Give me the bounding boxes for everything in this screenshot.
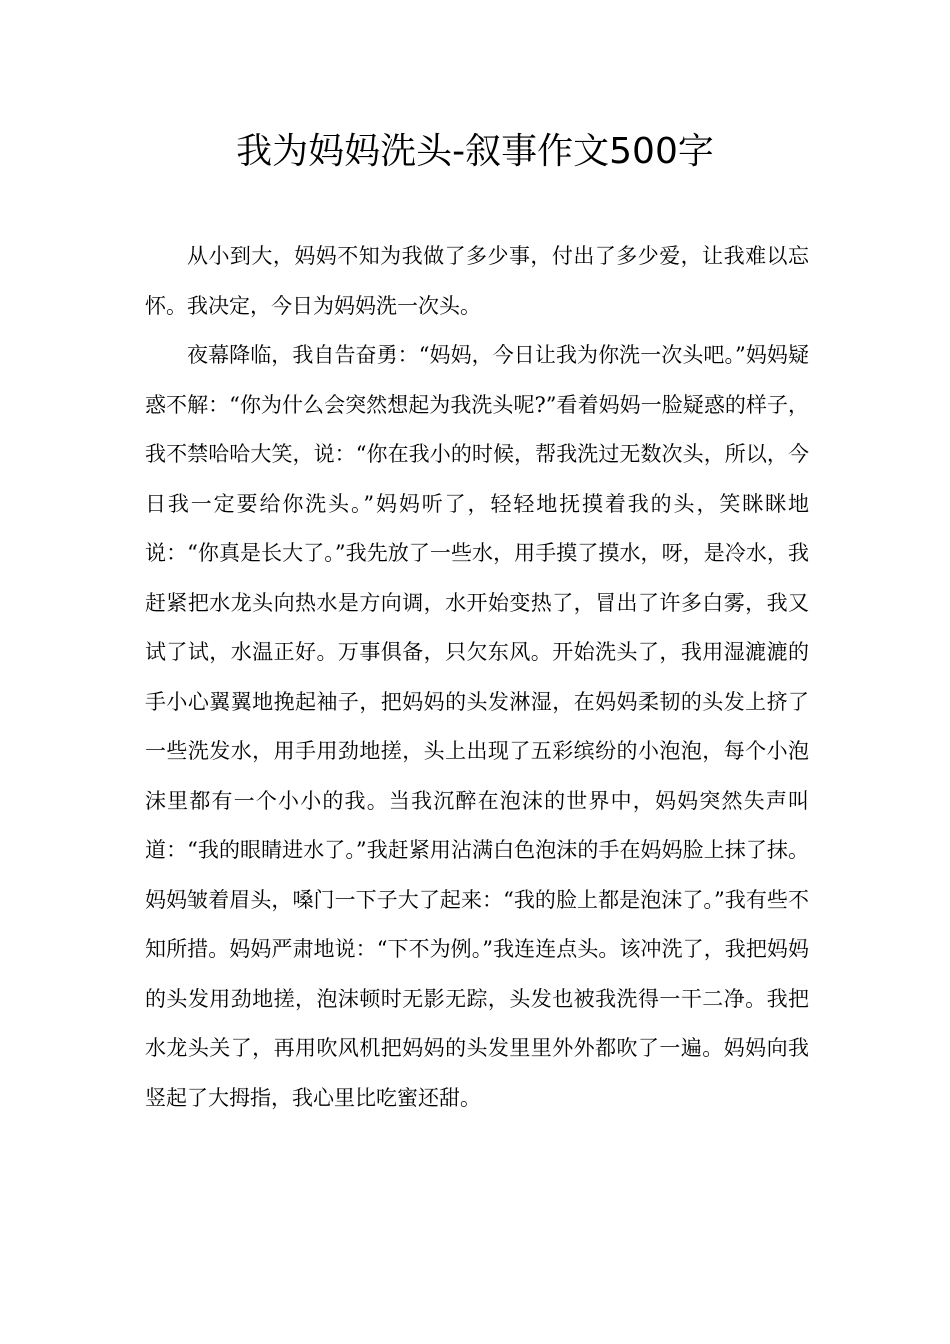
- paragraph-1: 从小到大，妈妈不知为我做了多少事，付出了多少爱，让我难以忘怀。我决定，今日为妈妈洗一次头。: [145, 244, 809, 318]
- document-title: 我为妈妈洗头-叙事作文500字: [236, 131, 714, 172]
- paragraph-2: 夜幕降临，我自告奋勇：“妈妈，今日让我为你洗一次头吧。”妈妈疑惑不解：“你为什么会突然想起为我洗头呢?”看着妈妈一脸疑惑的样子，我不禁哈哈大笑，说：“你在我小的时候，帮我洗过无数次头，所以，今日我一定要给你洗头。”妈妈听了，轻轻地抚摸着我的头，笑眯眯地说：“你真是长大了。”我先放了一些水，用手摸了摸水，呀，是冷水，我赶紧把水龙头向热水是方向调，水开始变热了，冒出了许多白雾，我又试了试，水温正好。万事俱备，只欠东风。开始洗头了，我用湿漉漉的手小心翼翼地挽起袖子，把妈妈的头发淋湿，在妈妈柔韧的头发上挤了一些洗发水，用手用劲地搓，头上出现了五彩缤纷的小泡泡，每个小泡沫里都有一个小小的我。当我沉醉在泡沫的世界中，妈妈突然失声叫道：“我的眼睛进水了。”我赶紧用沾满白色泡沫的手在妈妈脸上抹了抹。妈妈皱着眉头，嗓门一下子大了起来：“我的脸上都是泡沫了。”我有些不知所措。妈妈严肃地说：“下不为例。”我连连点头。该冲洗了，我把妈妈的头发用劲地搓，泡沫顿时无影无踪，头发也被我洗得一干二净。我把水龙头关了，再用吹风机把妈妈的头发里里外外都吹了一遍。妈妈向我竖起了大拇指，我心里比吃蜜还甜。: [145, 343, 809, 1110]
- document-body: [145, 232, 809, 1123]
